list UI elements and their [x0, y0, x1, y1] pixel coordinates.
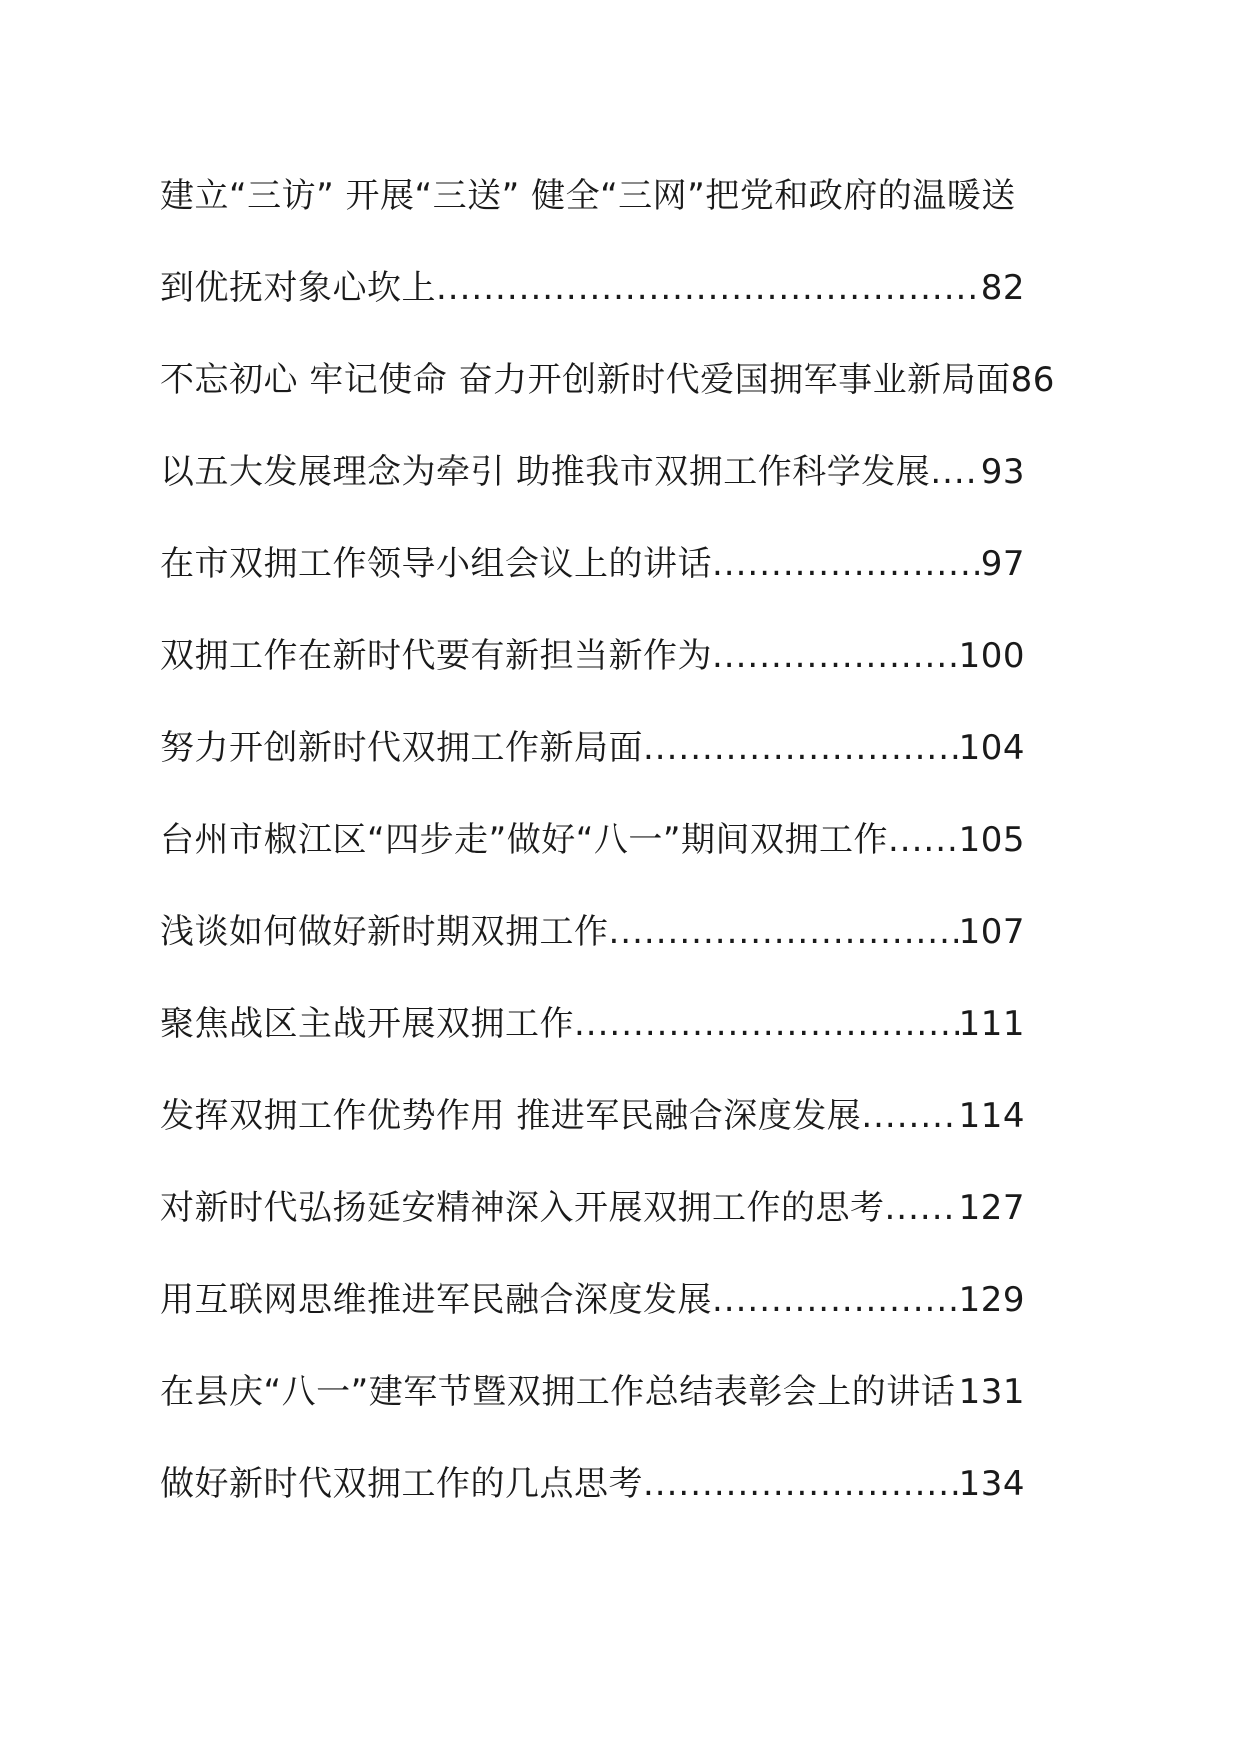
table-of-contents [160, 150, 1080, 1530]
toc-page-number: 86 [1010, 360, 1055, 400]
toc-entry[interactable] [160, 1254, 1025, 1346]
toc-entry-title: 发挥双拥工作优势作用 推进军民融合深度发展 [160, 1096, 862, 1136]
toc-entry-title: 在市双拥工作领导小组会议上的讲话 [160, 544, 712, 584]
toc-entry-title-line: 建立“三访” 开展“三送” 健全“三网”把党和政府的温暖送 [160, 176, 1016, 216]
dot-leader [885, 1162, 959, 1254]
dot-leader [712, 610, 959, 702]
toc-entry[interactable] [160, 518, 1025, 610]
dot-leader [574, 978, 959, 1070]
toc-entry[interactable] [160, 1346, 1025, 1438]
toc-entry[interactable] [160, 1162, 1025, 1254]
toc-page-number: 127 [958, 1188, 1025, 1228]
toc-entry-title: 对新时代弘扬延安精神深入开展双拥工作的思考 [160, 1188, 885, 1228]
toc-entry[interactable] [160, 426, 1025, 518]
dot-leader [712, 518, 981, 610]
dot-leader [609, 886, 959, 978]
dot-leader [643, 1438, 959, 1530]
toc-page-number: 97 [980, 544, 1025, 584]
toc-entry-title: 到优抚对象心坎上 [160, 268, 436, 308]
toc-entry-title: 不忘初心 牢记使命 奋力开创新时代爱国拥军事业新局面 [160, 360, 1011, 400]
toc-entry-title: 在县庆“八一”建军节暨双拥工作总结表彰会上的讲话 [160, 1372, 956, 1412]
toc-entry[interactable] [160, 886, 1025, 978]
toc-entry[interactable] [160, 610, 1025, 702]
toc-entry[interactable] [160, 794, 1025, 886]
toc-entry[interactable] [160, 978, 1025, 1070]
toc-entry[interactable] [160, 334, 1055, 426]
toc-entry[interactable] [160, 702, 1025, 794]
toc-entry-title: 做好新时代双拥工作的几点思考 [160, 1464, 643, 1504]
dot-leader [643, 702, 959, 794]
toc-page-number: 82 [980, 268, 1025, 308]
toc-entry-title: 用互联网思维推进军民融合深度发展 [160, 1280, 712, 1320]
toc-page-number: 104 [958, 728, 1025, 768]
toc-entry-title: 以五大发展理念为牵引 助推我市双拥工作科学发展 [160, 452, 931, 492]
toc-entry-title: 双拥工作在新时代要有新担当新作为 [160, 636, 712, 676]
dot-leader [888, 794, 959, 886]
toc-page-number: 105 [958, 820, 1025, 860]
toc-page-number: 131 [958, 1372, 1025, 1412]
toc-page-number: 114 [958, 1096, 1025, 1136]
toc-entry[interactable] [160, 1070, 1025, 1162]
toc-entry[interactable] [160, 242, 1025, 334]
toc-entry-title: 台州市椒江区“四步走”做好“八一”期间双拥工作 [160, 820, 888, 860]
dot-leader [436, 242, 981, 334]
toc-page-number: 111 [958, 1004, 1025, 1044]
toc-page-number: 100 [958, 636, 1025, 676]
toc-page-number: 129 [958, 1280, 1025, 1320]
toc-page-number: 93 [980, 452, 1025, 492]
toc-page-number: 107 [958, 912, 1025, 952]
toc-entry-title: 努力开创新时代双拥工作新局面 [160, 728, 643, 768]
dot-leader [861, 1070, 958, 1162]
toc-entry-title: 浅谈如何做好新时期双拥工作 [160, 912, 609, 952]
toc-page-number: 134 [958, 1464, 1025, 1504]
toc-entry-title: 聚焦战区主战开展双拥工作 [160, 1004, 574, 1044]
dot-leader [930, 426, 980, 518]
dot-leader [712, 1254, 959, 1346]
toc-entry[interactable] [160, 1438, 1025, 1530]
